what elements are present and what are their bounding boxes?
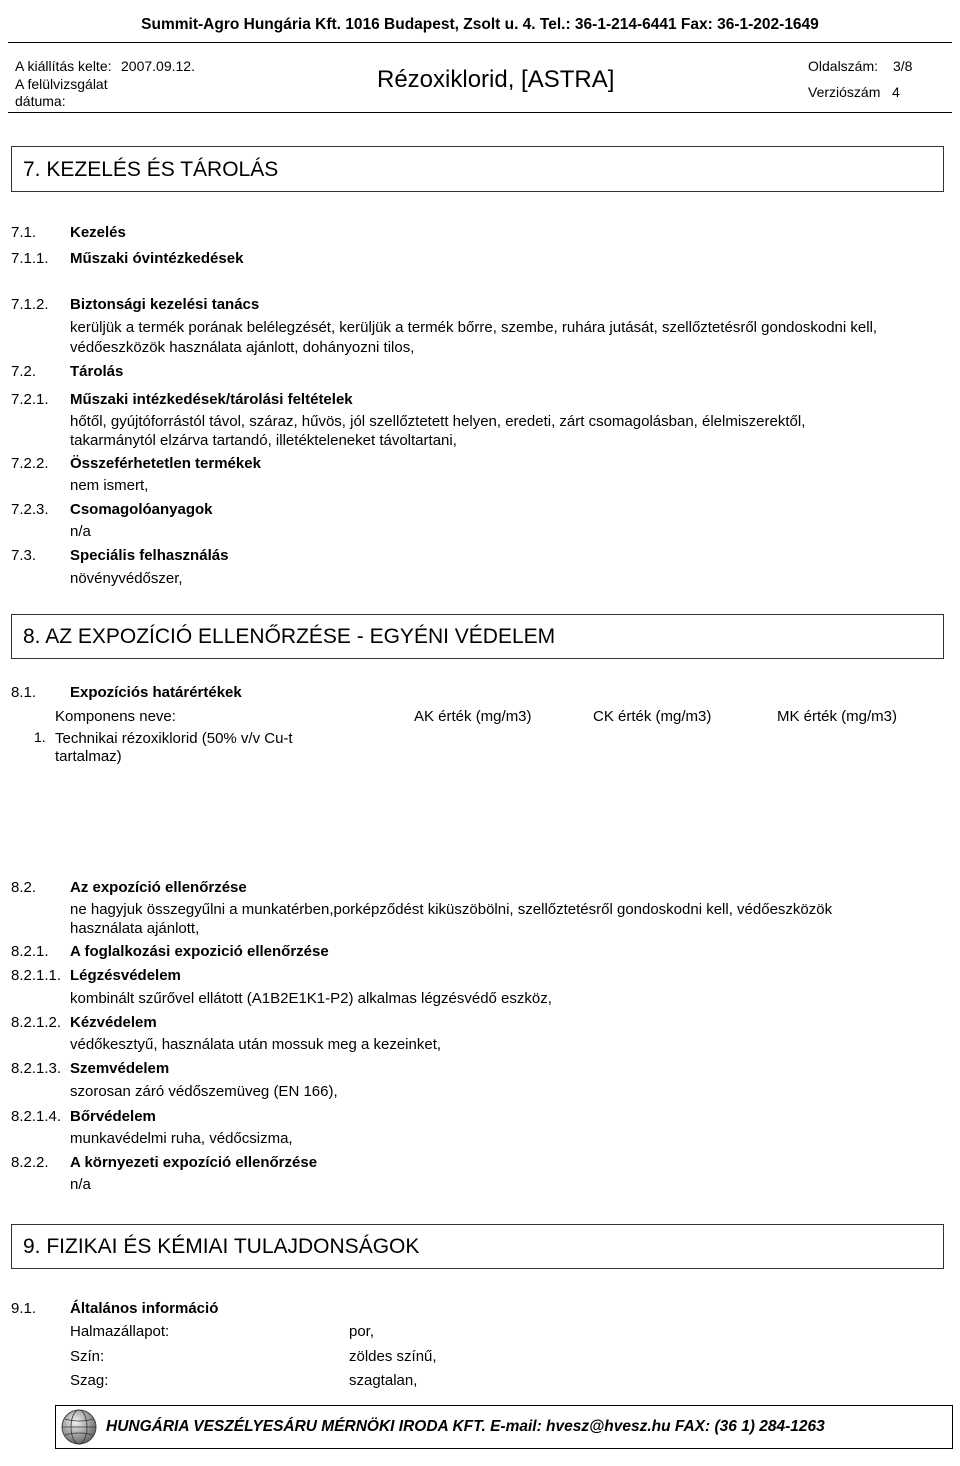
section-8-1-number: 8.1. bbox=[11, 684, 37, 701]
issue-date: 2007.09.12. bbox=[121, 58, 195, 74]
section-8-2-number: 8.2. bbox=[11, 879, 37, 896]
section-8-2-1-number: 8.2.1. bbox=[11, 943, 49, 960]
property-value-color: zöldes színű, bbox=[349, 1348, 437, 1365]
section-8-2-2-text: n/a bbox=[70, 1176, 91, 1193]
section-8-2-1-1-title: Légzésvédelem bbox=[70, 967, 181, 984]
section-8-2-1-4-number: 8.2.1.4. bbox=[11, 1108, 62, 1125]
version-label: Verziószám bbox=[808, 84, 881, 100]
table-header-ck: CK érték (mg/m3) bbox=[593, 708, 712, 725]
property-value-state: por, bbox=[349, 1323, 375, 1340]
section-7-2-2-text: nem ismert, bbox=[70, 477, 149, 494]
section-9-title: 9. FIZIKAI ÉS KÉMIAI TULAJDONSÁGOK bbox=[23, 1235, 420, 1258]
section-7-2-2-title: Összeférhetetlen termékek bbox=[70, 455, 261, 472]
section-8-2-1-4-title: Bőrvédelem bbox=[70, 1108, 156, 1125]
section-7-3-number: 7.3. bbox=[11, 547, 37, 564]
section-7-1-2-title: Biztonsági kezelési tanács bbox=[70, 296, 260, 313]
section-8-2-1-1-number: 8.2.1.1. bbox=[11, 967, 62, 984]
property-label-state: Halmazállapot: bbox=[70, 1323, 170, 1340]
table-header-mk: MK érték (mg/m3) bbox=[777, 708, 898, 725]
section-7-2-title: Tárolás bbox=[70, 363, 124, 380]
section-8-2-1-3-title: Szemvédelem bbox=[70, 1060, 170, 1077]
footer-text: HUNGÁRIA VESZÉLYESÁRU MÉRNÖKI IRODA KFT. E-mail: hvesz@hvesz.hu FAX: (36 1) 284-1263 bbox=[106, 1418, 825, 1435]
property-value-odor: szagtalan, bbox=[349, 1372, 418, 1389]
version-number: 4 bbox=[892, 84, 900, 100]
section-9-header bbox=[11, 1224, 944, 1269]
section-8-2-text-line2: használata ajánlott, bbox=[70, 920, 200, 937]
section-7-2-1-text-line2: takarmánytól elzárva tartandó, illetékteleneket távoltartani, bbox=[70, 432, 457, 449]
table-row-index: 1. bbox=[34, 729, 46, 745]
review-date-label-2: dátuma: bbox=[15, 93, 66, 109]
section-7-2-3-number: 7.2.3. bbox=[11, 501, 49, 518]
section-8-1-title: Expozíciós határértékek bbox=[70, 684, 242, 701]
table-header-ak: AK érték (mg/m3) bbox=[414, 708, 532, 725]
table-row-component-line1: Technikai rézoxiklorid (50% v/v Cu-t bbox=[55, 730, 293, 747]
section-8-2-1-1-text: kombinált szűrővel ellátott (A1B2E1K1-P2) alkalmas légzésvédő eszköz, bbox=[70, 990, 552, 1007]
section-7-3-text: növényvédőszer, bbox=[70, 570, 183, 587]
section-7-title: 7. KEZELÉS ÉS TÁROLÁS bbox=[23, 158, 279, 181]
section-8-2-2-title: A környezeti expozíció ellenőrzése bbox=[70, 1154, 318, 1171]
section-7-2-1-title: Műszaki intézkedések/tárolási feltételek bbox=[70, 391, 353, 408]
section-9-1-number: 9.1. bbox=[11, 1300, 37, 1317]
section-7-header bbox=[11, 146, 944, 192]
section-8-2-1-2-number: 8.2.1.2. bbox=[11, 1014, 62, 1031]
section-7-2-number: 7.2. bbox=[11, 363, 37, 380]
header-company: Summit-Agro Hungária Kft. 1016 Budapest, Zsolt u. 4. Tel.: 36-1-214-6441 Fax: 36-1-202-1649 bbox=[141, 16, 819, 33]
table-header-component: Komponens neve: bbox=[55, 708, 176, 725]
section-7-2-1-text-line1: hőtől, gyújtóforrástól távol, száraz, hűvös, jól szellőztetett helyen, eredeti, zárt csomagolásban, élelmiszerektől, bbox=[70, 413, 806, 430]
section-7-1-2-text-line1: kerüljük a termék porának belélegzését, kerüljük a termék bőrre, szembe, ruhára jutását, szellőztetésről gondoskodni kell, bbox=[70, 319, 878, 336]
product-title: Rézoxiklorid, [ASTRA] bbox=[377, 66, 615, 93]
section-7-1-title: Kezelés bbox=[70, 224, 126, 241]
section-7-2-1-number: 7.2.1. bbox=[11, 391, 49, 408]
section-7-2-2-number: 7.2.2. bbox=[11, 455, 49, 472]
section-8-2-2-number: 8.2.2. bbox=[11, 1154, 49, 1171]
section-8-2-text-line1: ne hagyjuk összegyűlni a munkatérben,porképződést kiküszöbölni, szellőztetésről gondoskodni kell, védőeszközök bbox=[70, 901, 833, 918]
section-8-2-1-3-number: 8.2.1.3. bbox=[11, 1060, 62, 1077]
section-8-2-title: Az expozíció ellenőrzése bbox=[70, 879, 247, 896]
section-8-2-1-title: A foglalkozási expozició ellenőrzése bbox=[70, 943, 329, 960]
review-date-label-1: A felülvizsgálat bbox=[15, 76, 108, 92]
globe-logo-icon bbox=[60, 1408, 98, 1450]
issue-date-label: A kiállítás kelte: bbox=[15, 58, 112, 74]
section-7-1-2-number: 7.1.2. bbox=[11, 296, 49, 313]
section-7-2-3-title: Csomagolóanyagok bbox=[70, 501, 213, 518]
section-7-1-1-number: 7.1.1. bbox=[11, 250, 49, 267]
section-7-1-1-title: Műszaki óvintézkedések bbox=[70, 250, 244, 267]
section-8-2-1-3-text: szorosan záró védőszemüveg (EN 166), bbox=[70, 1083, 338, 1100]
section-8-title: 8. AZ EXPOZÍCIÓ ELLENŐRZÉSE - EGYÉNI VÉDELEM bbox=[23, 625, 556, 648]
section-8-2-1-4-text: munkavédelmi ruha, védőcsizma, bbox=[70, 1130, 293, 1147]
page-number: 3/8 bbox=[893, 58, 913, 74]
section-8-header bbox=[11, 614, 944, 659]
section-7-2-3-text: n/a bbox=[70, 523, 91, 540]
section-9-1-title: Általános információ bbox=[70, 1300, 219, 1317]
section-7-1-2-text-line2: védőeszközök használata ajánlott, dohányozni tilos, bbox=[70, 339, 415, 356]
table-row-component-line2: tartalmaz) bbox=[55, 748, 122, 765]
section-7-3-title: Speciális felhasználás bbox=[70, 547, 229, 564]
header-bottom-divider bbox=[8, 112, 952, 113]
section-7-1-number: 7.1. bbox=[11, 224, 37, 241]
property-label-color: Szín: bbox=[70, 1348, 105, 1365]
header-top-divider bbox=[8, 42, 952, 43]
section-8-2-1-2-title: Kézvédelem bbox=[70, 1014, 157, 1031]
page-label: Oldalszám: bbox=[808, 58, 879, 74]
section-8-2-1-2-text: védőkesztyű, használata után mossuk meg a kezeinket, bbox=[70, 1036, 442, 1053]
property-label-odor: Szag: bbox=[70, 1372, 109, 1389]
